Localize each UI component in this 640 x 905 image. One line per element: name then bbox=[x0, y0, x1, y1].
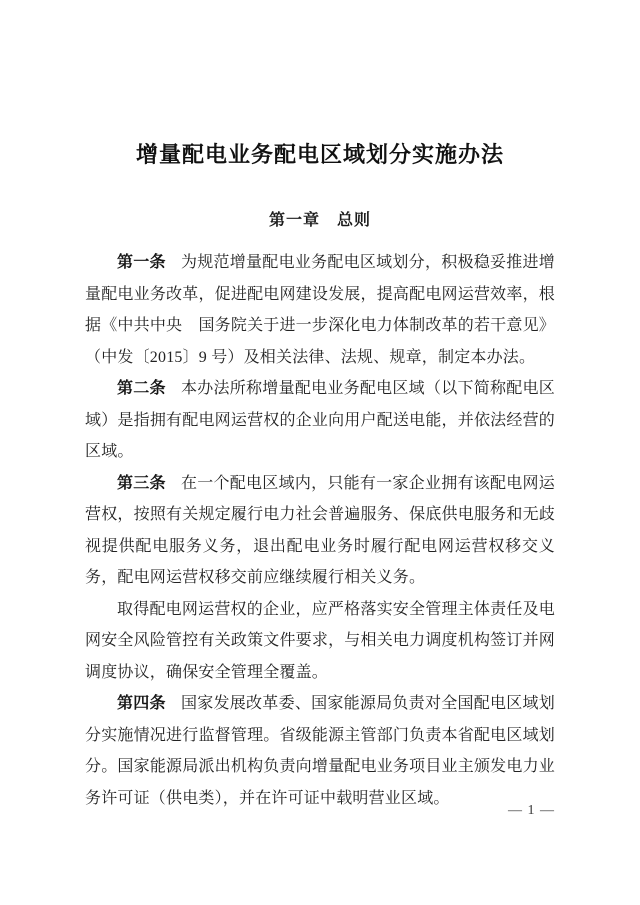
article-text: 为规范增量配电业务配电区域划分，积极稳妥推进增量配电业务改革，促进配电网建设发展，提高配电网运营效率，根据《中共中央 国务院关于进一步深化电力体制改革的若干意见》（中发〔2015〕9 号）及相关法律、法规、规章，制定本办法。 bbox=[85, 254, 555, 366]
article-number: 第四条 bbox=[117, 695, 166, 713]
article-paragraph-2 bbox=[85, 373, 555, 468]
article-text: 在一个配电区域内，只能有一家企业拥有该配电网运营权，按照有关规定履行电力社会普遍服务、保底供电服务和无歧视提供配电服务义务，退出配电业务时履行配电网运营权移交义务，配电网运营权移交前应继续履行相关义务。 bbox=[85, 474, 555, 587]
article-text: 本办法所称增量配电业务配电区域（以下简称配电区域）是指拥有配电网运营权的企业向用户配送电能，并依法经营的区域。 bbox=[85, 380, 555, 461]
article-paragraph-3 bbox=[85, 468, 555, 594]
document-content bbox=[85, 138, 555, 814]
article-number: 第三条 bbox=[117, 474, 166, 492]
article-text: 取得配电网运营权的企业，应严格落实安全管理主体责任及电网安全风险管控有关政策文件要求，与相关电力调度机构签订并网调度协议，确保安全管理全覆盖。 bbox=[85, 600, 555, 681]
article-paragraph-5 bbox=[85, 688, 555, 814]
document-title: 增量配电业务配电区域划分实施办法 bbox=[135, 142, 504, 167]
article-paragraph-4 bbox=[85, 594, 555, 689]
article-paragraph-1 bbox=[85, 247, 555, 373]
article-number: 第二条 bbox=[117, 380, 166, 398]
document-body bbox=[85, 247, 555, 814]
chapter-heading: 第一章 总则 bbox=[268, 212, 371, 229]
article-number: 第一条 bbox=[117, 254, 166, 272]
article-text: 国家发展改革委、国家能源局负责对全国配电区域划分实施情况进行监督管理。省级能源主管部门负责本省配电区域划分。国家能源局派出机构负责向增量配电业务项目业主颁发电力业务许可证（供电类），并在许可证中载明营业区域。 bbox=[85, 695, 555, 807]
page-number: — 1 — bbox=[508, 803, 555, 818]
